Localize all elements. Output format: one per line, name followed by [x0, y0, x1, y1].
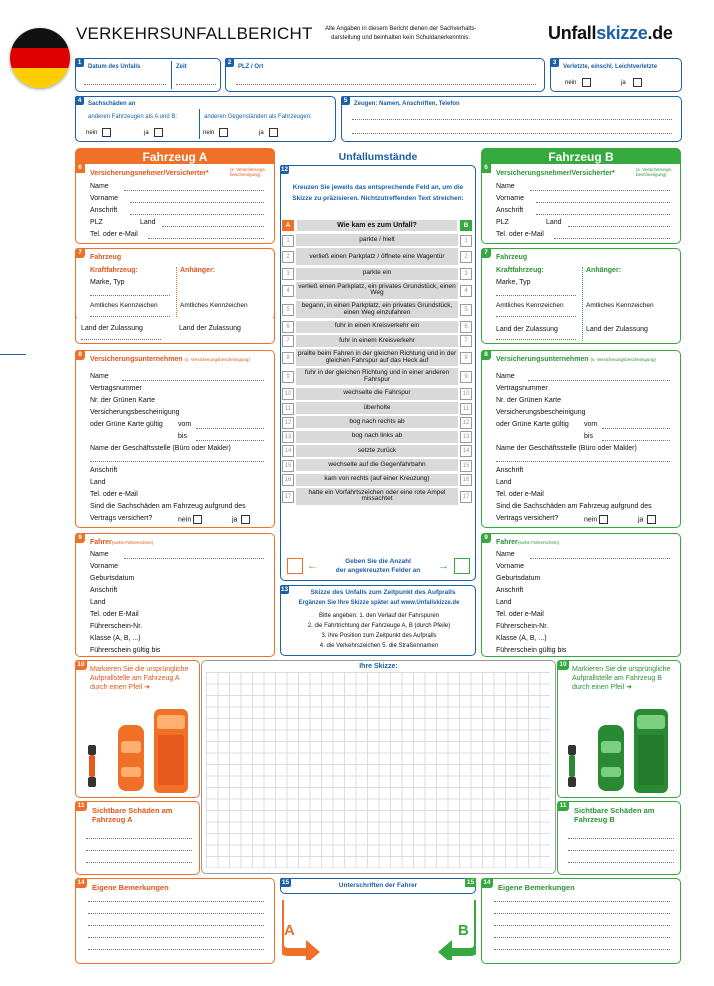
arrow-left-icon: ←: [307, 560, 318, 572]
circumstance-row: [280, 445, 474, 458]
a-damage-field-2[interactable]: [86, 850, 192, 851]
b-remarks-field-1[interactable]: [494, 901, 670, 902]
circumstance-b-checkbox[interactable]: 13: [460, 431, 472, 443]
circumstance-b-checkbox[interactable]: 10: [460, 388, 472, 400]
circumstance-row: [280, 335, 474, 348]
vehicle-b-header: Fahrzeug B: [481, 148, 681, 166]
b-damage-field-1[interactable]: [568, 838, 674, 839]
a-remarks-field-4[interactable]: [88, 937, 264, 938]
motorcycle-a-icon: [88, 745, 96, 787]
section-11-a: 11 Sichtbare Schäden am Fahrzeug A: [75, 801, 200, 875]
a-remarks-field-5[interactable]: [88, 949, 264, 950]
circumstance-b-checkbox[interactable]: 8: [460, 352, 472, 364]
germany-flag-icon: [10, 28, 70, 88]
box-property-damage: 4 Sachschäden an anderen Fahrzeugen als A und B: anderen Gegenständen als Fahrzeugen: nein ja nein ja: [75, 96, 336, 142]
a-plate-field[interactable]: [90, 316, 170, 317]
b-insured-no-checkbox[interactable]: [599, 515, 608, 524]
circumstance-a-checkbox[interactable]: 12: [282, 417, 294, 429]
damage-vehicles-yes-checkbox[interactable]: [154, 128, 163, 137]
damage-objects-no-checkbox[interactable]: [219, 128, 228, 137]
circumstances-title: Unfallumstände: [338, 151, 418, 163]
b-valid-from-field[interactable]: [602, 428, 670, 429]
a-insured-yes-checkbox[interactable]: [241, 515, 250, 524]
section-7-a-country: [75, 318, 275, 322]
circumstance-a-checkbox[interactable]: 11: [282, 403, 294, 415]
circumstance-a-checkbox[interactable]: 1: [282, 235, 294, 247]
circumstance-a-checkbox[interactable]: 5: [282, 304, 294, 316]
injured-yes-label: ja: [621, 80, 626, 87]
circumstance-b-checkbox[interactable]: 4: [460, 285, 472, 297]
signature-label-a: A: [284, 922, 295, 939]
brand-logo: Unfallskizze.de: [548, 23, 673, 43]
section-12-circumstances: 12: [280, 165, 476, 581]
signature-arrow-b-icon: [436, 900, 476, 960]
circumstance-label: parkte / hielt: [296, 234, 458, 246]
a-country-field[interactable]: [81, 339, 161, 340]
circumstance-row: [280, 416, 474, 429]
date-label: Datum des Unfalls: [88, 64, 141, 70]
circumstance-label: wechselte auf die Gegenfahrbahn: [296, 459, 458, 471]
circumstance-a-checkbox[interactable]: 17: [282, 491, 294, 503]
circumstance-b-checkbox[interactable]: 14: [460, 445, 472, 457]
section-6-b: 6 Versicherungsnehmer/Versicherter* (s. Versicherungs-bescheinigung) Name Vorname Anschrift PLZ Land Tel. oder e-Mail: [481, 164, 681, 244]
circumstance-b-checkbox[interactable]: 6: [460, 321, 472, 333]
circumstance-a-checkbox[interactable]: 6: [282, 321, 294, 333]
circumstance-row: [280, 488, 474, 506]
b-holder-phone-field[interactable]: [554, 238, 670, 239]
circumstance-a-checkbox[interactable]: 14: [282, 445, 294, 457]
circumstance-row: [280, 349, 474, 367]
policyholder-title-b: Versicherungsnehmer/Versicherter*: [496, 170, 615, 177]
circumstance-b-checkbox[interactable]: 15: [460, 460, 472, 472]
a-insured-no-checkbox[interactable]: [193, 515, 202, 524]
circumstance-b-checkbox[interactable]: 7: [460, 335, 472, 347]
circumstance-label: wechselte die Fahrspur: [296, 388, 458, 400]
damage-objects-label: anderen Gegenständen als Fahrzeugen:: [204, 114, 312, 120]
circumstance-row: [280, 368, 474, 386]
box-injured: 3 Verletzte, einschl. Leichtverletzte nein ja: [550, 58, 682, 92]
injured-yes-checkbox[interactable]: [633, 78, 642, 87]
circumstance-label: begann, in einen Parkplatz, ein privates Grundstück, einen Weg einzufahren: [296, 301, 458, 318]
circumstance-label: bog nach rechts ab: [296, 416, 458, 428]
page-title: VERKEHRSUNFALLBERICHT: [76, 24, 313, 43]
a-holder-phone-field[interactable]: [148, 238, 264, 239]
a-holder-country-field[interactable]: [162, 226, 264, 227]
circumstance-b-checkbox[interactable]: 17: [460, 491, 472, 503]
circumstance-row: [280, 459, 474, 472]
box-date-time: 1 Datum des Unfalls Zeit: [75, 58, 221, 92]
box-location: 2 PLZ / Ort: [225, 58, 545, 92]
circumstance-a-checkbox[interactable]: 2: [282, 251, 294, 263]
box-witnesses: 5 Zeugen: Namen, Anschriften, Telefon: [341, 96, 682, 142]
damage-vehicles-no-checkbox[interactable]: [102, 128, 111, 137]
vehicle-b-illustration: [564, 705, 676, 797]
circumstance-row: [280, 321, 474, 334]
circumstance-row: [280, 402, 474, 415]
time-label: Zeit: [176, 64, 187, 70]
circumstance-label: setzte zurück: [296, 445, 458, 457]
circumstance-row: [280, 234, 474, 247]
circumstance-label: fuhr in der gleichen Richtung und in einer anderen Fahrspur: [296, 368, 458, 385]
location-label: PLZ / Ort: [238, 64, 264, 70]
a-remarks-field-1[interactable]: [88, 901, 264, 902]
circumstance-label: verließ einen Parkplatz / öffnete eine Wagentür: [296, 248, 458, 265]
injured-no-checkbox[interactable]: [582, 78, 591, 87]
injured-label: Verletzte, einschl. Leichtverletzte: [563, 64, 658, 70]
circumstance-row: [280, 248, 474, 266]
circumstances-intro: Kreuzen Sie jeweils das entsprechende Feld an, um die Skizze zu präzisieren. Nichtzutreffenden Text streichen:: [292, 184, 464, 202]
section-6-a: 6 Versicherungsnehmer/Versicherter* (s. Versicherungs-bescheinigung) Name Vorname Anschrift PLZ Land Tel. oder e-Mail: [75, 164, 275, 244]
section-9-b: 9 Fahrer(siehe Führerschein) Name Vorname Geburtsdatum Anschrift Land Tel. oder e-Mail Führerschein-Nr. Klasse (A, B, ...) Führerschein gültig bis: [481, 533, 681, 657]
circumstance-a-checkbox[interactable]: 16: [282, 474, 294, 486]
policyholder-title-a: Versicherungsnehmer/Versicherter*: [90, 170, 209, 177]
disclaimer-line-2: darstellung und beinhalten kein Schuldanerkenntnis.: [331, 35, 471, 41]
vehicle-a-header: Fahrzeug A: [75, 148, 275, 166]
b-damage-field-2[interactable]: [568, 850, 674, 851]
circumstance-label: kam von rechts (auf einer Kreuzung): [296, 474, 458, 486]
b-remarks-field-3[interactable]: [494, 925, 670, 926]
circumstance-label: fuhr in einen Kreisverkehr ein: [296, 321, 458, 333]
a-holder-address-field[interactable]: [130, 214, 264, 215]
a-insurer-name-field[interactable]: [122, 380, 264, 381]
damage-objects-yes-checkbox[interactable]: [269, 128, 278, 137]
b-holder-country-field[interactable]: [568, 226, 670, 227]
circumstance-b-checkbox[interactable]: 3: [460, 268, 472, 280]
b-insurer-name-field[interactable]: [528, 380, 670, 381]
location-field[interactable]: [236, 84, 536, 85]
car-b-icon: [598, 725, 624, 791]
count-a-box[interactable]: [287, 558, 303, 574]
car-a-icon: [118, 725, 144, 791]
circumstance-label: hatte ein Vorfahrtszeichen oder eine rote Ampel missachtet: [296, 488, 458, 505]
circumstance-a-checkbox[interactable]: 9: [282, 371, 294, 383]
section-10-a: 10 Markieren Sie die ursprüngliche Aufprallstelle am Fahrzeug A durch einen Pfeil ➜: [75, 660, 200, 798]
circumstance-row: [280, 431, 474, 444]
circumstance-label: verließ einen Parkplatz, ein privates Grundstück, einen Weg: [296, 282, 458, 299]
circumstance-b-checkbox[interactable]: 11: [460, 403, 472, 415]
b-valid-to-field[interactable]: [602, 440, 670, 441]
signatures-title: Unterschriften der Fahrer: [338, 882, 418, 889]
section-8-b: 8 Versicherungsunternehmen (s. Versicherungsbescheinigung) Name Vertragsnummer Nr. der Grünen Karte Versicherungsbescheinigung oder Grüne Karte gültig vom bis Name der Geschäftsstelle (Büro oder Makler) Anschrift Land Tel. oder e-Mail Sind die Sachschäden am Fahrzeug aufgrund des Vertrags versichert? nein ja: [481, 350, 681, 528]
a-valid-to-field[interactable]: [196, 440, 264, 441]
b-country-field[interactable]: [496, 339, 576, 340]
circumstance-label: parkte ein: [296, 268, 458, 280]
circumstance-a-checkbox[interactable]: 8: [282, 352, 294, 364]
a-holder-firstname-field[interactable]: [130, 202, 264, 203]
motorcycle-b-icon: [568, 745, 576, 787]
sketch-label: Ihre Skizze:: [359, 663, 398, 670]
circumstance-row: [280, 388, 474, 401]
circumstance-a-checkbox[interactable]: 10: [282, 388, 294, 400]
b-holder-name-field[interactable]: [530, 190, 670, 191]
injured-no-label: nein: [565, 80, 577, 87]
witnesses-field-1[interactable]: [352, 119, 672, 120]
section-14-b: 14 Eigene Bemerkungen: [481, 878, 681, 964]
circumstances-question: Wie kam es zum Unfall?: [297, 220, 457, 231]
b-driver-name-field[interactable]: [530, 558, 670, 559]
b-holder-firstname-field[interactable]: [536, 202, 670, 203]
b-insured-yes-checkbox[interactable]: [647, 515, 656, 524]
b-remarks-field-4[interactable]: [494, 937, 670, 938]
vehicle-a-illustration: [84, 705, 196, 797]
circumstance-row: [280, 282, 474, 300]
sketch-grid[interactable]: [206, 672, 550, 868]
arrow-right-icon: →: [438, 560, 449, 572]
van-a-icon: [154, 709, 188, 793]
circumstance-b-checkbox[interactable]: 12: [460, 417, 472, 429]
circumstance-b-checkbox[interactable]: 5: [460, 304, 472, 316]
circumstance-label: überholte: [296, 402, 458, 414]
circumstance-a-checkbox[interactable]: 4: [282, 285, 294, 297]
b-damage-field-3[interactable]: [568, 862, 674, 863]
disclaimer-line-1: Alle Angaben in diesem Bericht dienen der Sachverhalts-: [325, 26, 477, 32]
section-7-a: 7 Fahrzeug Kraftfahrzeug: Anhänger: Marke, Typ Amtliches Kennzeichen Amtliches Kennzeichen: [75, 248, 275, 320]
section-13-sketch-info: 13 Skizze des Unfalls zum Zeitpunkt des Aufpralls Ergänzen Sie Ihre Skizze später auf www.Unfallskizze.de Bitte angeben: 1. den Verlauf der Fahrspuren 2. die Fahrtrichtung der Fahrzeuge A, B (durch Pfeile) 3. ihre Position zum Zeitpunkt des Aufpralls 4. die Verkehrszeichen 5. die Straßennamen: [280, 585, 476, 656]
circumstance-label: bog nach links ab: [296, 431, 458, 443]
section-15-signatures: 15 15 Unterschriften der Fahrer: [280, 878, 476, 894]
a-remarks-field-3[interactable]: [88, 925, 264, 926]
b-plate-field[interactable]: [496, 316, 576, 317]
count-instruction: Geben Sie die Anzahl der angekreuzten Felder an: [335, 558, 421, 574]
damage-label: Sachschäden an: [88, 101, 136, 107]
b-remarks-field-5[interactable]: [494, 949, 670, 950]
column-b-header: B: [460, 220, 472, 231]
circumstance-a-checkbox[interactable]: 15: [282, 460, 294, 472]
a-remarks-field-2[interactable]: [88, 913, 264, 914]
count-b-box[interactable]: [454, 558, 470, 574]
circumstance-b-checkbox[interactable]: 9: [460, 371, 472, 383]
a-holder-name-field[interactable]: [124, 190, 264, 191]
circumstance-a-checkbox[interactable]: 3: [282, 268, 294, 280]
circumstance-label: prallte beim Fahren in der gleichen Richtung und in der gleichen Fahrspur auf das Heck auf: [296, 349, 458, 366]
section-7-b: 7 Fahrzeug Kraftfahrzeug: Anhänger: Marke, Typ Amtliches Kennzeichen Amtliches Kennzeichen Land der Zulassung Land der Zulassung: [481, 248, 681, 344]
circumstance-row: [280, 301, 474, 319]
witnesses-field-2[interactable]: [352, 133, 672, 134]
a-driver-name-field[interactable]: [124, 558, 264, 559]
section-11-b: 11 Sichtbare Schäden am Fahrzeug B: [557, 801, 681, 875]
circumstance-b-checkbox[interactable]: 1: [460, 235, 472, 247]
circumstance-a-checkbox[interactable]: 13: [282, 431, 294, 443]
b-make-field[interactable]: [496, 295, 576, 296]
a-damage-field-3[interactable]: [86, 862, 192, 863]
van-b-icon: [634, 709, 668, 793]
column-a-header: A: [282, 220, 294, 231]
a-make-field[interactable]: [90, 295, 170, 296]
section-10-b: 10 Markieren Sie die ursprüngliche Aufprallstelle am Fahrzeug B durch einen Pfeil ➜: [557, 660, 681, 798]
a-office-field[interactable]: [90, 461, 264, 462]
section-9-a: 9 Fahrer(siehe Führerschein) Name Vorname Geburtsdatum Anschrift Land Tel. oder E-Mail Führerschein-Nr. Klasse (A, B, ...) Führerschein gültig bis: [75, 533, 275, 657]
b-holder-address-field[interactable]: [536, 214, 670, 215]
b-office-field[interactable]: [496, 461, 670, 462]
circumstance-row: [280, 474, 474, 487]
circumstance-row: [280, 268, 474, 281]
time-field[interactable]: [176, 84, 216, 85]
a-damage-field-1[interactable]: [86, 838, 192, 839]
a-valid-from-field[interactable]: [196, 428, 264, 429]
circumstance-b-checkbox[interactable]: 2: [460, 251, 472, 263]
b-remarks-field-2[interactable]: [494, 913, 670, 914]
section-8-a: 8 Versicherungsunternehmen (s. Versicherungsbescheinigung) Name Vertragsnummer Nr. der Grünen Karte Versicherungsbescheinigung oder Grüne Karte gültig vom bis Name der Geschäftsstelle (Büro oder Makler) Anschrift Land Tel. oder e-Mail Sind die Sachschäden am Fahrzeug aufgrund des Vertrags versichert? nein ja: [75, 350, 275, 528]
damage-other-vehicles-label: anderen Fahrzeugen als A und B:: [88, 114, 178, 120]
witnesses-label: Zeugen: Namen, Anschriften, Telefon: [354, 101, 460, 107]
circumstance-b-checkbox[interactable]: 16: [460, 474, 472, 486]
circumstance-a-checkbox[interactable]: 7: [282, 335, 294, 347]
signature-label-b: B: [458, 922, 469, 939]
date-field[interactable]: [84, 84, 166, 85]
section-14-a: 14 Eigene Bemerkungen: [75, 878, 275, 964]
circumstance-label: fuhr in einem Kreisverkehr: [296, 335, 458, 347]
